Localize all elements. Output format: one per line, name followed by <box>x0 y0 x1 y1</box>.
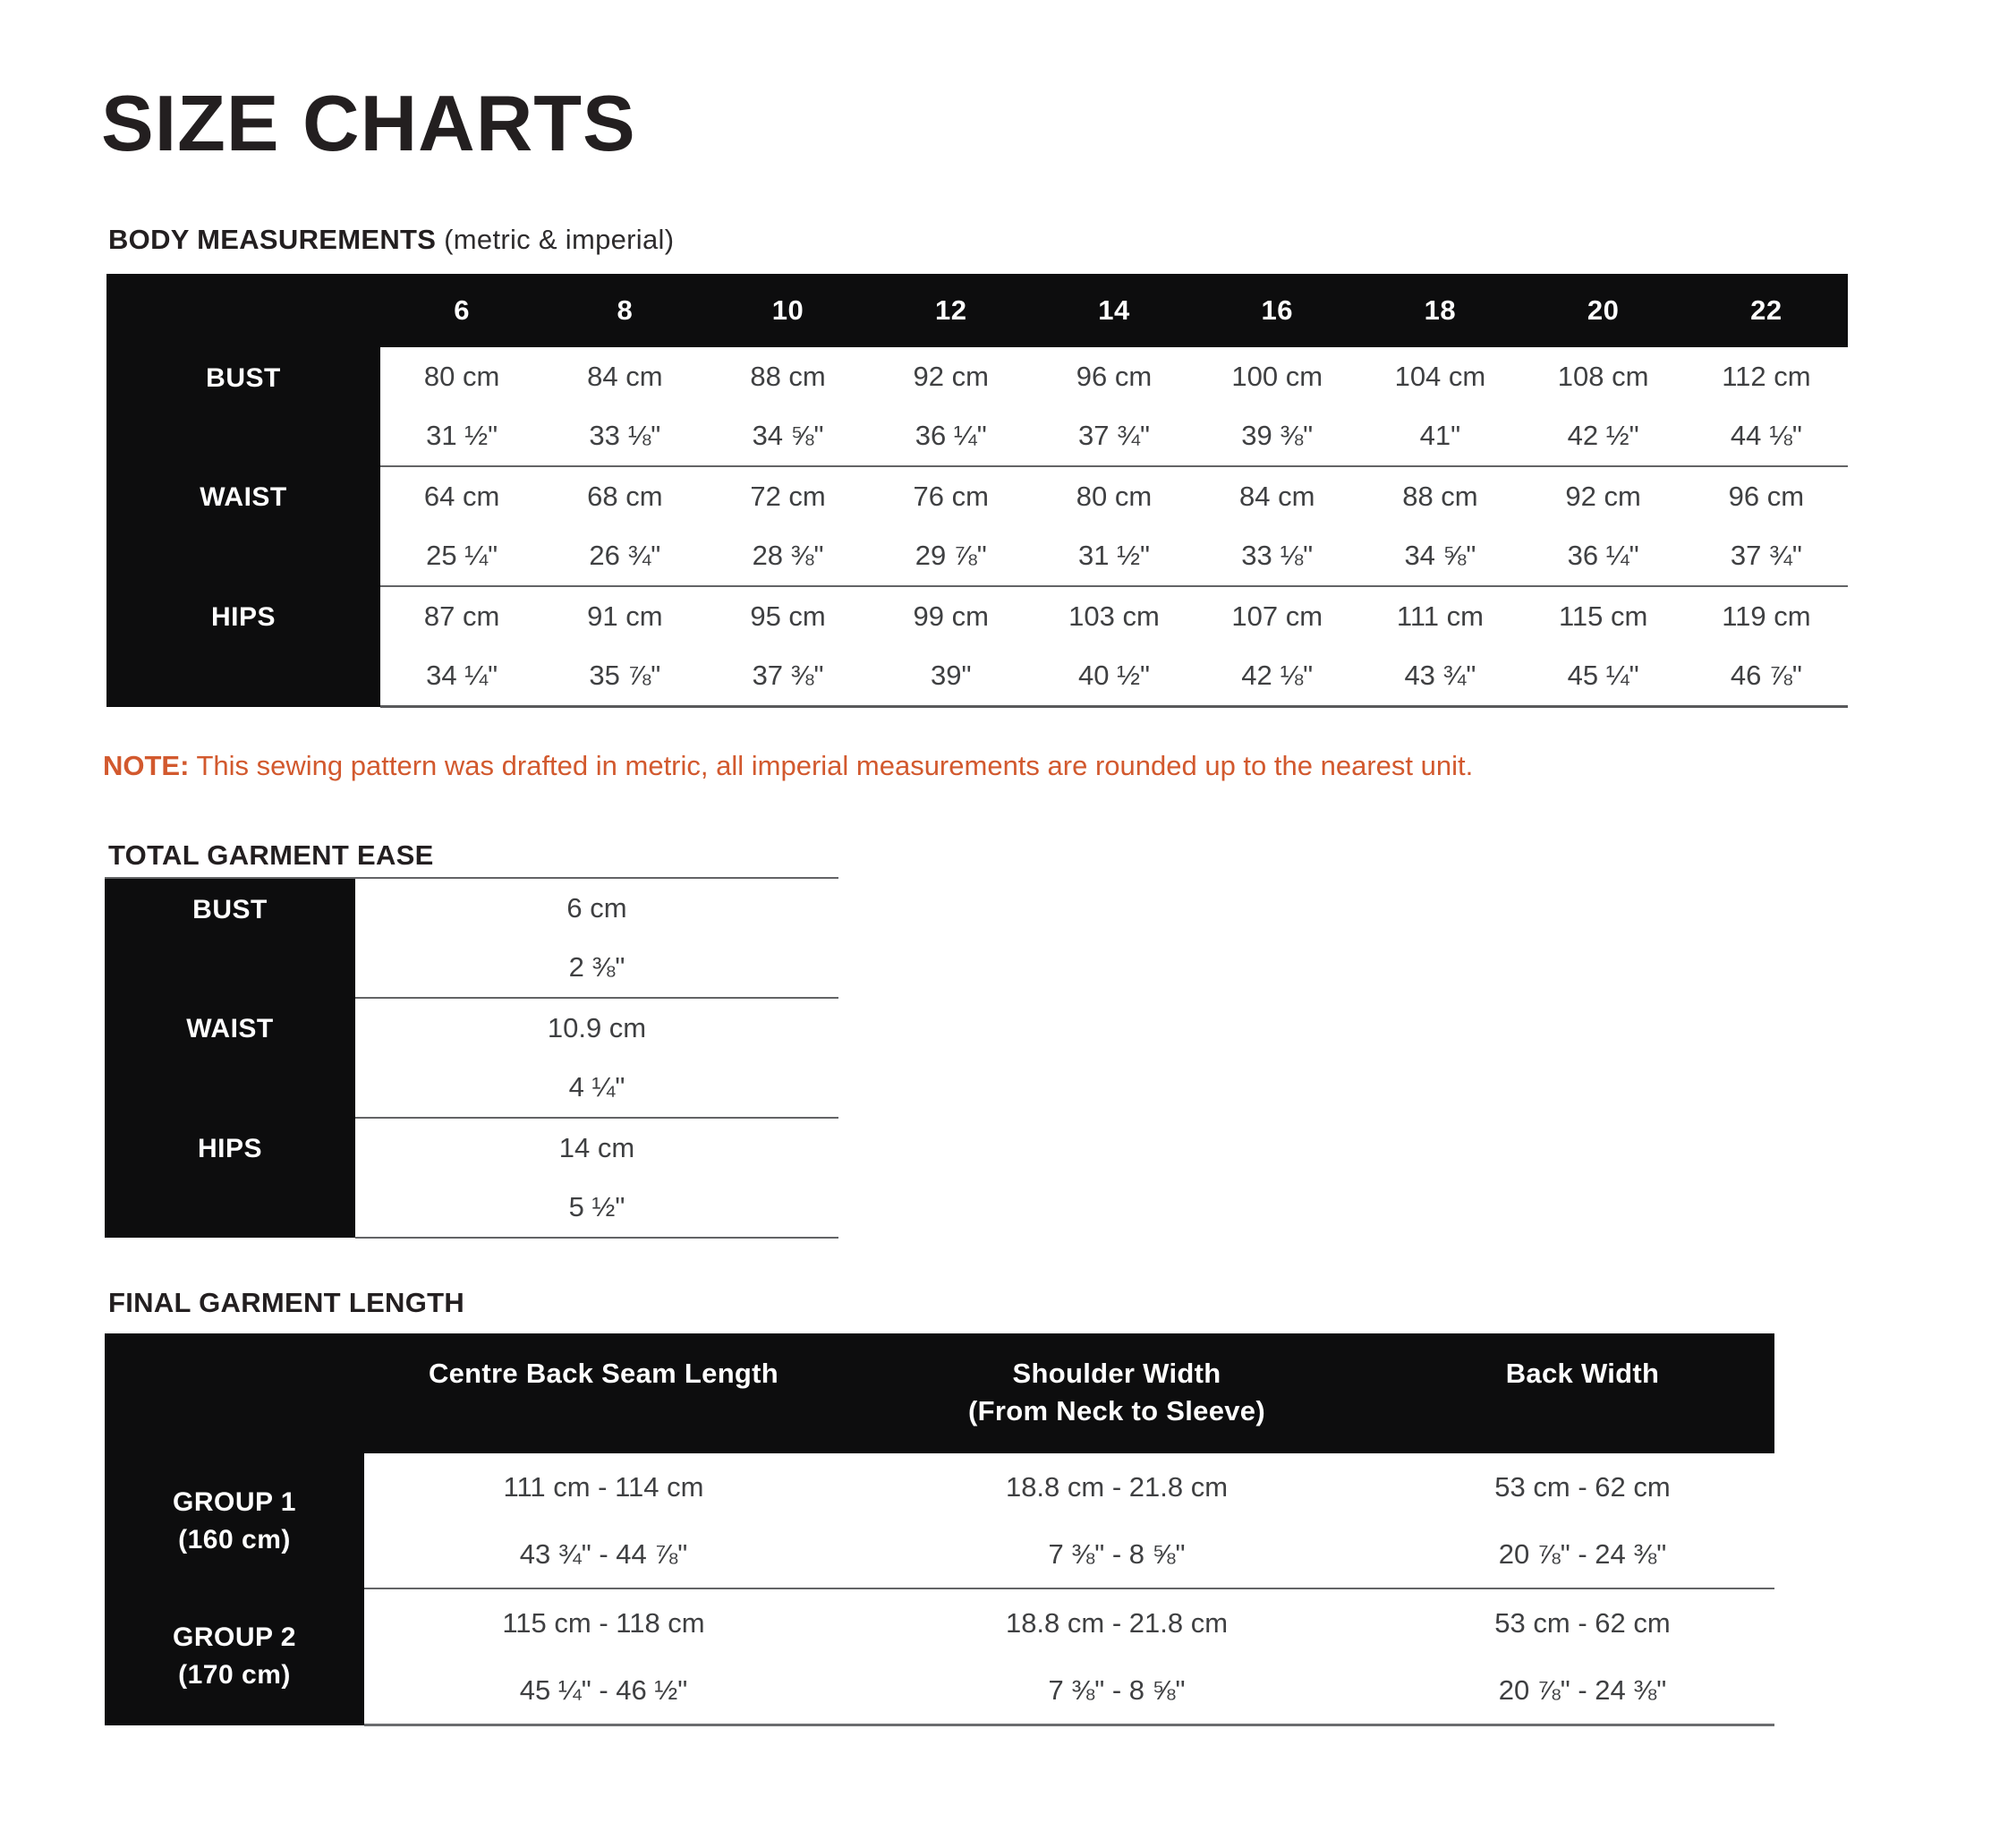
group1-shoulder-cm-cell: 18.8 cm - 21.8 cm <box>843 1453 1391 1520</box>
note-text: This sewing pattern was drafted in metric, all imperial measurements are rounded up to the nearest unit. <box>189 750 1474 781</box>
size-column-header: 22 <box>1685 274 1848 347</box>
size-column-header: 20 <box>1522 274 1685 347</box>
size-column-header: 16 <box>1195 274 1358 347</box>
size-header-row <box>106 274 1848 347</box>
column-header-shoulder-width <box>843 1333 1391 1453</box>
size-column-header: 14 <box>1033 274 1195 347</box>
waist-in-cell: 34 ⅝" <box>1358 526 1521 586</box>
row-label-waist: WAIST <box>106 466 380 586</box>
hips-in-cell: 37 ⅜" <box>706 646 869 707</box>
waist-in-cell: 25 ¼" <box>380 526 543 586</box>
group2-label: GROUP 2 <box>173 1622 296 1653</box>
bust-in-cell: 41" <box>1358 406 1521 466</box>
ease-waist-cm-cell: 10.9 cm <box>355 998 838 1058</box>
hips-cm-cell: 119 cm <box>1685 586 1848 646</box>
bust-cm-cell: 88 cm <box>706 347 869 406</box>
bust-cm-cell: 96 cm <box>1033 347 1195 406</box>
ease-hips-cm-cell: 14 cm <box>355 1118 838 1178</box>
metric-note <box>103 750 1893 782</box>
group2-cm-row <box>105 1588 1774 1656</box>
bust-cm-cell: 84 cm <box>543 347 706 406</box>
ease-row-label-bust: BUST <box>105 878 355 998</box>
group1-label: GROUP 1 <box>173 1486 296 1517</box>
bust-in-cell: 37 ¾" <box>1033 406 1195 466</box>
ease-row-label-hips: HIPS <box>105 1118 355 1238</box>
row-label-group1 <box>105 1453 364 1588</box>
bust-cm-row <box>106 347 1848 406</box>
hips-cm-cell: 91 cm <box>543 586 706 646</box>
waist-in-cell: 26 ¾" <box>543 526 706 586</box>
waist-cm-cell: 84 cm <box>1195 466 1358 526</box>
ease-waist-cm-row <box>105 998 838 1058</box>
size-column-header: 12 <box>870 274 1033 347</box>
bust-in-cell: 39 ⅜" <box>1195 406 1358 466</box>
group1-back-cm-cell: 53 cm - 62 cm <box>1391 1453 1774 1520</box>
waist-cm-cell: 72 cm <box>706 466 869 526</box>
bust-in-cell: 44 ⅛" <box>1685 406 1848 466</box>
row-label-hips: HIPS <box>106 586 380 707</box>
group2-back-cm-cell: 53 cm - 62 cm <box>1391 1588 1774 1656</box>
column-header-back-width: Back Width <box>1391 1333 1774 1453</box>
waist-cm-cell: 96 cm <box>1685 466 1848 526</box>
size-column-header: 6 <box>380 274 543 347</box>
group2-back-in-cell: 20 ⅞" - 24 ⅜" <box>1391 1656 1774 1725</box>
waist-in-cell: 29 ⅞" <box>870 526 1033 586</box>
column-header-centre-back: Centre Back Seam Length <box>364 1333 843 1453</box>
garment-length-table <box>105 1333 1774 1726</box>
body-measurements-heading <box>108 224 674 256</box>
bust-cm-cell: 92 cm <box>870 347 1033 406</box>
hips-in-cell: 35 ⅞" <box>543 646 706 707</box>
ease-hips-cm-row <box>105 1118 838 1178</box>
bust-in-cell: 36 ¼" <box>870 406 1033 466</box>
waist-in-cell: 31 ½" <box>1033 526 1195 586</box>
hips-in-cell: 40 ½" <box>1033 646 1195 707</box>
ease-bust-cm-row <box>105 878 838 938</box>
group2-cbs-in-cell: 45 ¼" - 46 ½" <box>364 1656 843 1725</box>
size-column-header: 10 <box>706 274 869 347</box>
hips-cm-cell: 107 cm <box>1195 586 1358 646</box>
hips-in-cell: 45 ¼" <box>1522 646 1685 707</box>
body-measurements-heading-bold: BODY MEASUREMENTS <box>108 224 437 255</box>
hips-in-cell: 43 ¾" <box>1358 646 1521 707</box>
hips-cm-cell: 87 cm <box>380 586 543 646</box>
group2-sublabel: (170 cm) <box>178 1660 291 1690</box>
hips-in-cell: 34 ¼" <box>380 646 543 707</box>
size-column-header: 8 <box>543 274 706 347</box>
bust-in-cell: 34 ⅝" <box>706 406 869 466</box>
corner-cell <box>106 274 380 347</box>
garment-length-heading: FINAL GARMENT LENGTH <box>108 1287 465 1318</box>
waist-in-cell: 37 ¾" <box>1685 526 1848 586</box>
hips-cm-cell: 111 cm <box>1358 586 1521 646</box>
hips-cm-cell: 103 cm <box>1033 586 1195 646</box>
waist-cm-cell: 92 cm <box>1522 466 1685 526</box>
ease-bust-cm-cell: 6 cm <box>355 878 838 938</box>
hips-cm-cell: 115 cm <box>1522 586 1685 646</box>
group1-cbs-in-cell: 43 ¾" - 44 ⅞" <box>364 1520 843 1588</box>
bust-cm-cell: 112 cm <box>1685 347 1848 406</box>
waist-cm-cell: 88 cm <box>1358 466 1521 526</box>
group1-back-in-cell: 20 ⅞" - 24 ⅜" <box>1391 1520 1774 1588</box>
row-label-bust: BUST <box>106 347 380 466</box>
body-measurements-heading-suffix: (metric & imperial) <box>444 224 675 255</box>
size-column-header: 18 <box>1358 274 1521 347</box>
ease-waist-in-cell: 4 ¼" <box>355 1058 838 1118</box>
waist-in-cell: 36 ¼" <box>1522 526 1685 586</box>
group2-shoulder-in-cell: 7 ⅜" - 8 ⅝" <box>843 1656 1391 1725</box>
group1-cm-row <box>105 1453 1774 1520</box>
bust-cm-cell: 104 cm <box>1358 347 1521 406</box>
bust-in-cell: 31 ½" <box>380 406 543 466</box>
hips-cm-cell: 95 cm <box>706 586 869 646</box>
ease-bust-in-cell: 2 ⅜" <box>355 938 838 998</box>
hips-in-cell: 46 ⅞" <box>1685 646 1848 707</box>
waist-cm-cell: 80 cm <box>1033 466 1195 526</box>
note-label: NOTE: <box>103 750 190 781</box>
bust-cm-cell: 80 cm <box>380 347 543 406</box>
shoulder-width-label: Shoulder Width <box>1012 1358 1221 1389</box>
bust-in-cell: 42 ½" <box>1522 406 1685 466</box>
hips-cm-cell: 99 cm <box>870 586 1033 646</box>
group2-cbs-cm-cell: 115 cm - 118 cm <box>364 1588 843 1656</box>
group1-shoulder-in-cell: 7 ⅜" - 8 ⅝" <box>843 1520 1391 1588</box>
hips-in-cell: 39" <box>870 646 1033 707</box>
ease-row-label-waist: WAIST <box>105 998 355 1118</box>
corner-cell <box>105 1333 364 1453</box>
hips-in-cell: 42 ⅛" <box>1195 646 1358 707</box>
waist-in-cell: 33 ⅛" <box>1195 526 1358 586</box>
group1-sublabel: (160 cm) <box>178 1524 291 1554</box>
ease-hips-in-cell: 5 ½" <box>355 1178 838 1238</box>
waist-cm-cell: 76 cm <box>870 466 1033 526</box>
garment-ease-table <box>105 877 838 1239</box>
shoulder-width-sublabel: (From Neck to Sleeve) <box>968 1395 1265 1426</box>
hips-cm-row <box>106 586 1848 646</box>
bust-in-cell: 33 ⅛" <box>543 406 706 466</box>
waist-cm-row <box>106 466 1848 526</box>
waist-in-cell: 28 ⅜" <box>706 526 869 586</box>
garment-length-header-row <box>105 1333 1774 1453</box>
bust-cm-cell: 100 cm <box>1195 347 1358 406</box>
waist-cm-cell: 64 cm <box>380 466 543 526</box>
page-title: SIZE CHARTS <box>101 79 636 167</box>
waist-cm-cell: 68 cm <box>543 466 706 526</box>
row-label-group2 <box>105 1588 364 1725</box>
body-measurements-table <box>106 274 1848 708</box>
bust-cm-cell: 108 cm <box>1522 347 1685 406</box>
garment-ease-heading: TOTAL GARMENT EASE <box>108 839 434 871</box>
group2-shoulder-cm-cell: 18.8 cm - 21.8 cm <box>843 1588 1391 1656</box>
group1-cbs-cm-cell: 111 cm - 114 cm <box>364 1453 843 1520</box>
